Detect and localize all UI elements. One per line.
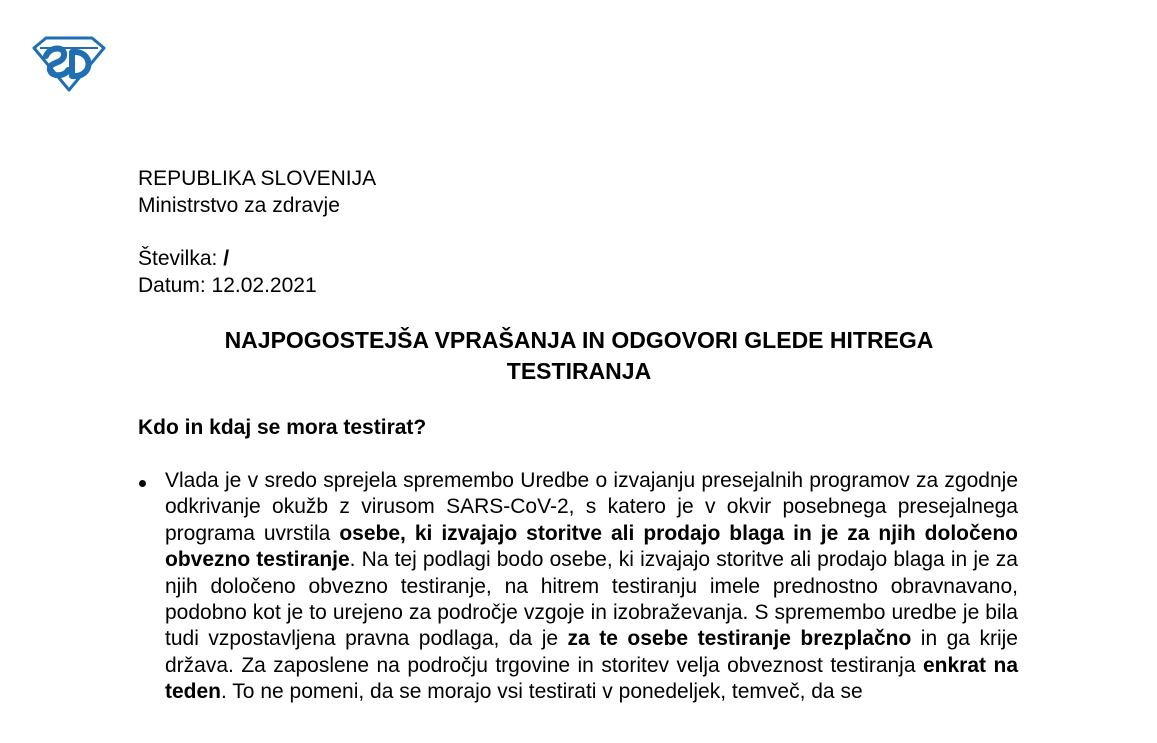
paragraph-text-3: in ga krije država. Za zaposlene na področju trgovine in storitev velja obveznost testiranja [165, 627, 1018, 677]
title-line-2: TESTIRANJA [506, 358, 652, 384]
document-title [120, 325, 1038, 387]
section-question: Kdo in kdaj se mora testirat? [138, 416, 427, 439]
bullet-icon [139, 480, 146, 487]
date-label: Datum: [138, 274, 206, 297]
ministry-logo-icon [32, 36, 106, 92]
paragraph-bold-2: za te osebe testiranje brezplačno [567, 627, 912, 651]
ministry-logo [32, 36, 106, 92]
letterhead [138, 165, 376, 219]
number-value: / [223, 247, 230, 270]
paragraph-text-4: . To ne pomeni, da se morajo vsi testirati v ponedeljek, temveč, da se [221, 680, 863, 704]
number-row [138, 245, 317, 272]
paragraph-text-1: Vlada je v sredo sprejela spremembo Uredbe o izvajanju presejalnih programov za zgodnje odkrivanje okužb z virusom SARS-CoV-2, s katero je v okvir posebnega presejalnega programa uvrstila [165, 469, 1018, 545]
paragraph-text-2: . Na tej podlagi bodo osebe, ki izvajajo storitve ali prodajo blaga in je za njih določeno obvezno testiranje, na hitrem testiranju imele prednostno obravnavano, podobno kot je to urejeno za področje vzgoje in izobraževanja. S spremembo uredbe je bila tudi vzpostavljena pravna podlaga, da je [165, 548, 1018, 651]
ministry-name: Ministrstvo za zdravje [138, 194, 340, 217]
paragraph-bold-3: enkrat na teden [165, 653, 1019, 704]
number-label: Številka: [138, 247, 218, 270]
republic-name: REPUBLIKA SLOVENIJA [138, 167, 377, 190]
paragraph-bold-1: osebe, ki izvajajo storitve ali prodajo blaga in je za njih določeno obvezno testiranje [165, 521, 1019, 572]
answer-paragraph [165, 468, 1018, 706]
date-value: 12.02.2021 [211, 274, 317, 297]
document-meta [138, 245, 317, 299]
date-row [138, 272, 317, 299]
title-line-1: NAJPOGOSTEJŠA VPRAŠANJA IN ODGOVORI GLEDE HITREGA [224, 327, 934, 353]
